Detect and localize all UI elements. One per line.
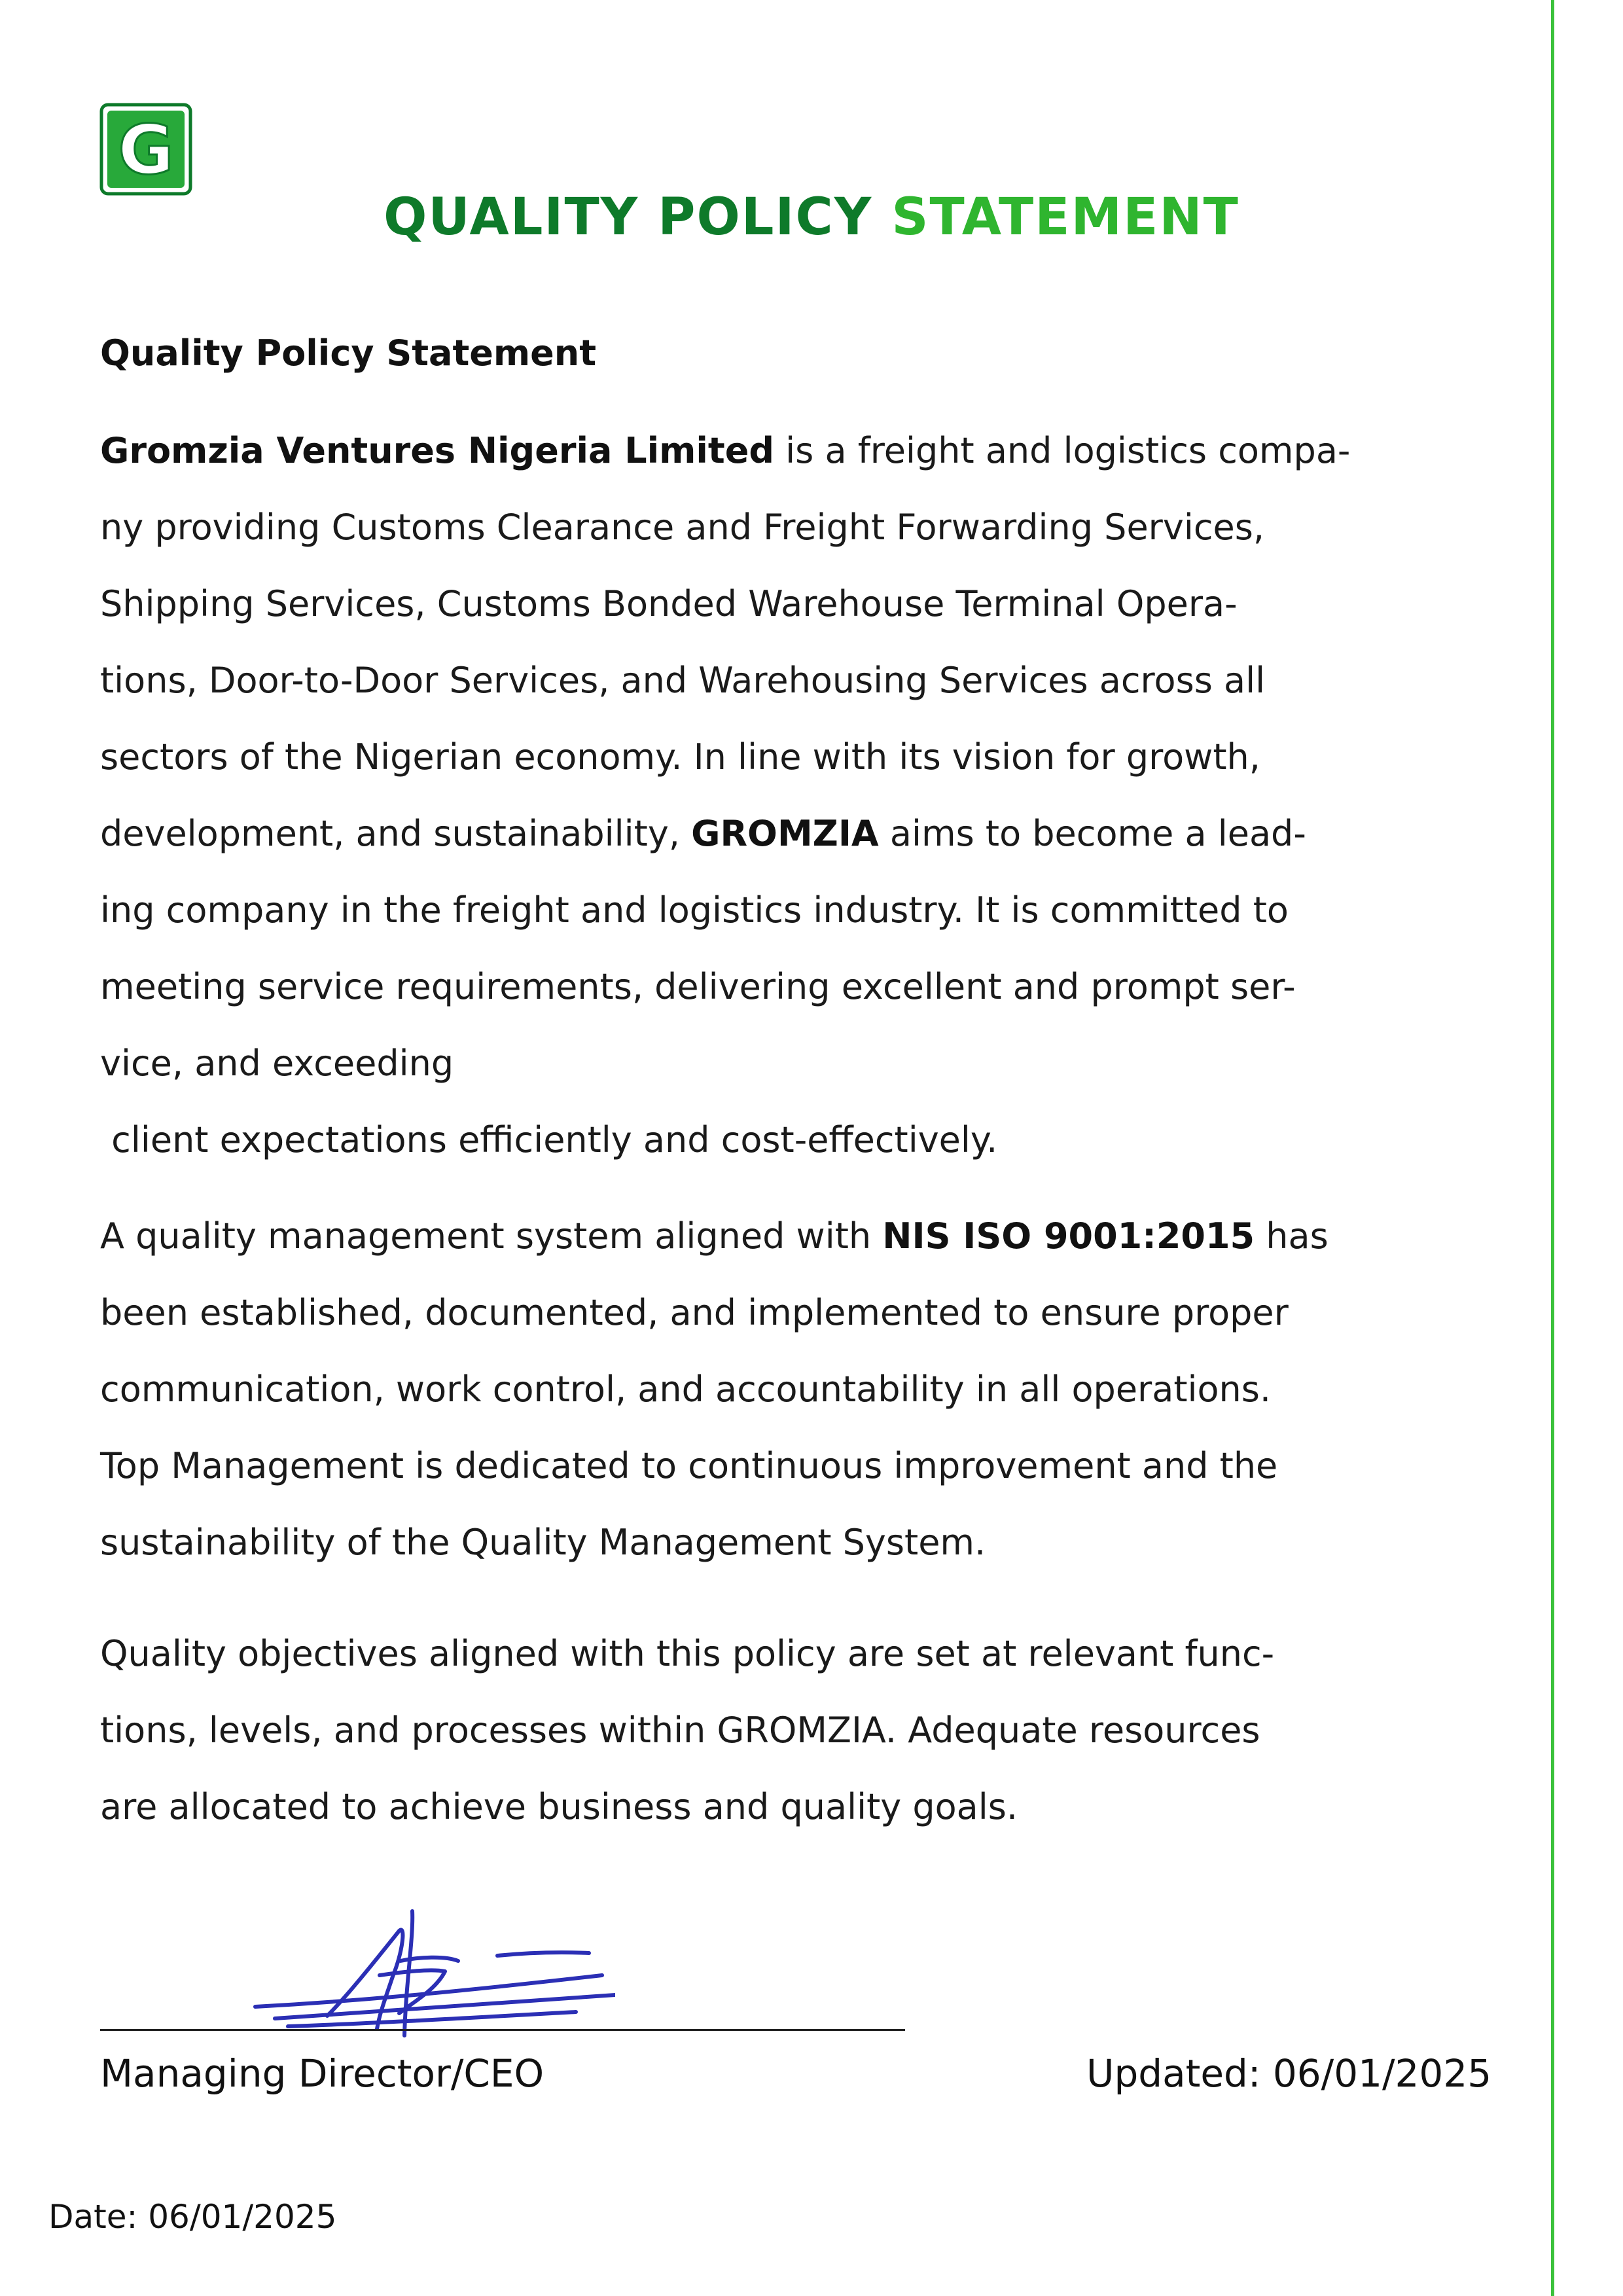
paragraph-line: communication, work control, and accountability in all operations. xyxy=(100,1369,1272,1410)
paragraph-line: ing company in the freight and logistics industry. It is committed to xyxy=(100,889,1289,931)
section-heading: Quality Policy Statement xyxy=(100,332,597,374)
paragraph-line: sustainability of the Quality Management System. xyxy=(100,1522,986,1563)
title-part-statement: STATEMENT xyxy=(891,188,1240,247)
signature-line xyxy=(100,2029,905,2031)
iso-standard: NIS ISO 9001:2015 xyxy=(882,1215,1255,1257)
updated-date: Updated: 06/01/2025 xyxy=(1086,2051,1492,2096)
paragraph-line: development, and sustainability, GROMZIA aims to become a lead- xyxy=(100,813,1306,854)
paragraph-line: A quality management system aligned with NIS ISO 9001:2015 has xyxy=(100,1215,1329,1257)
document-date: Date: 06/01/2025 xyxy=(48,2198,337,2236)
paragraph-line: ny providing Customs Clearance and Freight Forwarding Services, xyxy=(100,507,1265,548)
page-title xyxy=(0,185,1623,250)
company-logo xyxy=(99,103,192,196)
paragraph-line: Quality objectives aligned with this policy are set at relevant func- xyxy=(100,1633,1275,1674)
paragraph-line: Shipping Services, Customs Bonded Warehouse Terminal Opera- xyxy=(100,583,1238,624)
paragraph-line: Top Management is dedicated to continuous improvement and the xyxy=(100,1445,1278,1486)
paragraph-quality-objectives xyxy=(100,1615,1461,1845)
paragraph-line: Gromzia Ventures Nigeria Limited is a freight and logistics compa- xyxy=(100,430,1351,471)
paragraph-line: tions, levels, and processes within GROMZIA. Adequate resources xyxy=(100,1710,1260,1751)
paragraph-line: been established, documented, and implemented to ensure proper xyxy=(100,1292,1289,1333)
paragraph-line: meeting service requirements, delivering excellent and prompt ser- xyxy=(100,966,1296,1007)
paragraph-line: client expectations efficiently and cost-effectively. xyxy=(100,1119,998,1160)
title-part-quality-policy: QUALITY POLICY xyxy=(383,188,892,247)
paragraph-line: sectors of the Nigerian economy. In line with its vision for growth, xyxy=(100,736,1260,778)
paragraph-company-overview xyxy=(100,412,1461,1178)
paragraph-line: are allocated to achieve business and quality goals. xyxy=(100,1786,1018,1827)
signatory-role: Managing Director/CEO xyxy=(100,2051,544,2096)
paragraph-line: tions, Door-to-Door Services, and Warehousing Services across all xyxy=(100,660,1266,701)
logo-letter: G xyxy=(118,110,174,190)
company-name: Gromzia Ventures Nigeria Limited xyxy=(100,430,775,471)
paragraph-quality-management-system xyxy=(100,1198,1461,1581)
right-border-rule xyxy=(1551,0,1554,2296)
signature xyxy=(249,1898,615,2042)
company-short-name: GROMZIA xyxy=(691,813,879,854)
paragraph-line: vice, and exceeding xyxy=(100,1043,454,1084)
